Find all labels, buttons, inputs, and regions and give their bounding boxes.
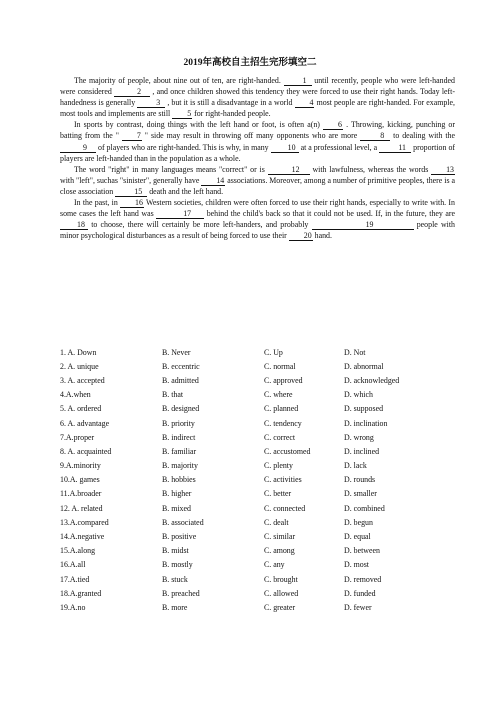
option-choice: C. greater (264, 602, 296, 612)
option-choice: 14.A.negative (60, 532, 105, 542)
option-row (60, 572, 460, 586)
option-choice: D. wrong (344, 432, 374, 442)
passage-text: associations. Moreover, among a number of primitive peoples, there is a close association (60, 175, 455, 196)
option-choice: D. Not (344, 347, 366, 357)
blank-9: 9 (60, 143, 96, 153)
option-choice: D. between (344, 546, 380, 556)
paragraph (60, 119, 455, 163)
option-choice: C. among (264, 546, 295, 556)
option-choice: B. mixed (162, 503, 191, 513)
option-choice: D. fewer (344, 602, 372, 612)
passage-text: death and the left hand. (149, 186, 224, 196)
paragraph (60, 197, 455, 241)
option-choice: B. more (162, 602, 188, 612)
passage-text: , and once children showed this tendency they were forced to use their right hands. Today left-handedness is generally (60, 87, 455, 108)
option-row (60, 558, 460, 572)
option-choice: D. inclined (344, 446, 380, 456)
page-title: 2019年高校自主招生完形填空二 (183, 58, 317, 68)
option-row (60, 586, 460, 600)
option-choice: B. stuck (162, 574, 188, 584)
option-row (60, 473, 460, 487)
option-choice: B. indirect (162, 432, 196, 442)
option-choice: 13.A.compared (60, 517, 109, 527)
option-choice: D. which (344, 390, 373, 400)
option-choice: D. most (344, 560, 369, 570)
cloze-passage (60, 75, 455, 241)
option-row (60, 373, 460, 387)
option-choice: D. rounds (344, 475, 376, 485)
option-row (60, 487, 460, 501)
option-choice: C. planned (264, 404, 299, 414)
passage-text: The word "right" in many languages means "correct" or is (74, 164, 265, 174)
option-choice: 7.A.proper (60, 432, 95, 442)
option-row (60, 388, 460, 402)
blank-5: 5 (172, 109, 192, 119)
option-row (60, 459, 460, 473)
option-choice: 6. A. advantage (60, 418, 110, 428)
passage-text: Western societies, children were often forced to use their right hands, especially to write with. In some cases the left hand was (60, 198, 455, 219)
passage-text: most people are right-handed. For example, most tools and implements are still (60, 98, 455, 119)
blank-11: 11 (379, 143, 411, 153)
option-choice: D. lack (344, 461, 367, 471)
option-choice: B. priority (162, 418, 195, 428)
passage-text: , but it is still a disadvantage in a world (167, 98, 293, 108)
option-choice: C. where (264, 390, 293, 400)
option-choice: B. Never (162, 347, 191, 357)
blank-19: 19 (312, 220, 414, 230)
blank-16: 16 (120, 198, 144, 208)
option-choice: 8. A. acquainted (60, 446, 112, 456)
option-choice: 2. A. unique (60, 361, 99, 371)
option-row (60, 529, 460, 543)
option-choice: 11.A.broader (60, 489, 102, 499)
option-choice: C. normal (264, 361, 296, 371)
option-choice: 3. A. accepted (60, 375, 105, 385)
option-choice: C. correct (264, 432, 296, 442)
paragraph (60, 164, 455, 197)
option-choice: C. any (264, 560, 285, 570)
option-choice: B. preached (162, 588, 200, 598)
option-choice: 5. A. ordered (60, 404, 102, 414)
passage-text: with "left", suchas "sinister", generally have (60, 175, 200, 185)
option-choice: C. connected (264, 503, 306, 513)
blank-8: 8 (360, 131, 390, 141)
blank-14: 14 (201, 176, 225, 186)
option-choice: B. mostly (162, 560, 193, 570)
option-row (60, 430, 460, 444)
passage-text: hand. (314, 231, 332, 241)
option-choice: B. familiar (162, 446, 197, 456)
option-row (60, 600, 460, 614)
paragraph (60, 75, 455, 119)
blank-6: 6 (323, 120, 343, 130)
option-choice: B. higher (162, 489, 192, 499)
option-choice: 18.A.granted (60, 588, 102, 598)
option-choice: D. supposed (344, 404, 384, 414)
option-choice: 10.A. games (60, 475, 100, 485)
passage-text: people with minor psychological disturbances as a result of being forced to use their (60, 220, 455, 241)
blank-10: 10 (271, 143, 299, 153)
passage-text: until recently, people who were left-handed were considered (60, 76, 455, 97)
option-row (60, 345, 460, 359)
option-choice: B. associated (162, 517, 204, 527)
option-choice: C. approved (264, 375, 303, 385)
option-choice: D. begun (344, 517, 373, 527)
blank-1: 1 (284, 76, 312, 86)
passage-text: at a professional level, a (300, 142, 378, 152)
option-choice: D. inclination (344, 418, 388, 428)
option-choice: C. brought (264, 574, 298, 584)
option-choice: 12. A. related (60, 503, 103, 513)
option-row (60, 501, 460, 515)
option-choice: B. midst (162, 546, 189, 556)
blank-4: 4 (295, 98, 315, 108)
option-choice: B. positive (162, 532, 197, 542)
option-choice: 15.A.along (60, 546, 96, 556)
option-choice: C. Up (264, 347, 283, 357)
blank-12: 12 (268, 165, 310, 175)
passage-text: to dealing with the (393, 131, 455, 141)
option-row (60, 416, 460, 430)
option-choice: C. plenty (264, 461, 293, 471)
passage-text: behind the child's back so that it could not be used. If, in the future, they are (206, 209, 455, 219)
option-choice: B. admitted (162, 375, 199, 385)
blank-3: 3 (137, 98, 165, 108)
passage-text: " side may result in throwing off many opponents who are more (144, 131, 358, 141)
option-choice: D. abnormal (344, 361, 384, 371)
option-choice: C. allowed (264, 588, 299, 598)
option-choice: C. better (264, 489, 292, 499)
option-row (60, 359, 460, 373)
passage-text: In sports by contrast, doing things with the left hand or foot, is often a(n) (74, 120, 320, 130)
blank-20: 20 (289, 231, 313, 241)
option-choice: D. equal (344, 532, 371, 542)
option-row (60, 544, 460, 558)
option-choice: C. tendency (264, 418, 302, 428)
option-choice: 17.A.tied (60, 574, 90, 584)
option-choice: C. similar (264, 532, 296, 542)
option-choice: 9.A.minority (60, 461, 101, 471)
option-choice: D. combined (344, 503, 385, 513)
option-row (60, 515, 460, 529)
option-choice: D. removed (344, 574, 382, 584)
option-choice: B. eccentric (162, 361, 200, 371)
passage-text: In the past, in (74, 198, 118, 208)
option-choice: B. that (162, 390, 184, 400)
blank-17: 17 (156, 209, 204, 219)
option-choice: B. hobbies (162, 475, 196, 485)
option-choice: D. acknowledged (344, 375, 400, 385)
option-choice: 16.A.all (60, 560, 86, 570)
passage-text: The majority of people, about nine out of ten, are right-handed. (74, 76, 281, 85)
option-choice: D. funded (344, 588, 376, 598)
passage-text: of players who are right-handed. This is why, in many (98, 142, 269, 152)
option-row (60, 444, 460, 458)
option-choice: B. designed (162, 404, 200, 414)
passage-text: proportion of players are left-handed than in the population as a whole. (60, 142, 456, 163)
option-choice: D. smaller (344, 489, 377, 499)
passage-text: with lawfulness, whereas the words (312, 164, 429, 174)
option-choice: 4.A.when (60, 390, 91, 400)
option-choice: C. activities (264, 475, 302, 485)
option-choice: C. dealt (264, 517, 289, 527)
blank-18: 18 (60, 220, 88, 230)
blank-15: 15 (115, 187, 147, 197)
option-choice: C. accustomed (264, 446, 311, 456)
option-row (60, 402, 460, 416)
blank-2: 2 (114, 87, 150, 97)
option-choice: B. majority (162, 461, 198, 471)
blank-7: 7 (122, 131, 142, 141)
passage-text: to choose, there will certainly be more left-handers, and probably (91, 220, 309, 230)
passage-text: . Throwing, kicking, punching or batting from the " (60, 120, 455, 141)
option-choice: 1. A. Down (60, 347, 97, 357)
answer-options (60, 345, 460, 615)
passage-text: for right-handed people. (194, 109, 271, 119)
blank-13: 13 (431, 165, 455, 175)
option-choice: 19.A.no (60, 602, 86, 612)
